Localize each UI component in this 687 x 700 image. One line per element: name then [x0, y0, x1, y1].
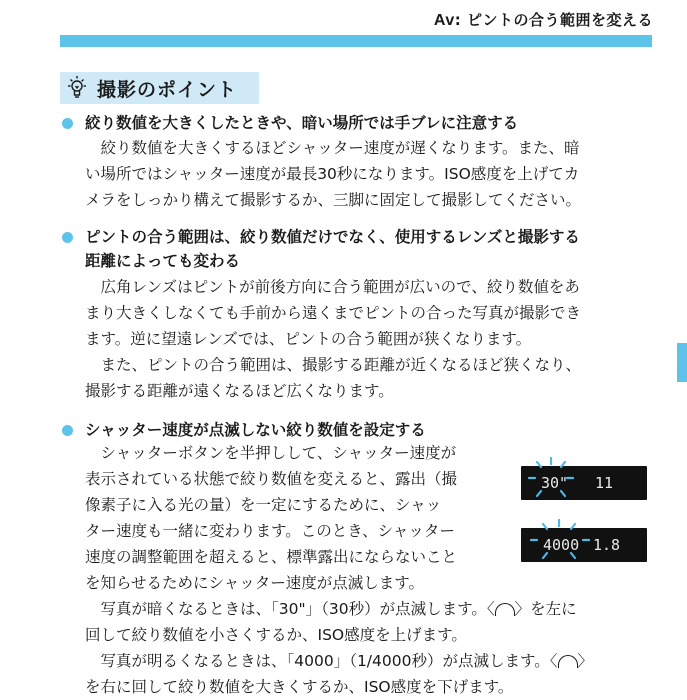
- page-header: [434, 9, 653, 30]
- text-line: 広角レンズはピントが前後方向に合う範囲が広いので、絞り数値をあ: [85, 278, 580, 296]
- text-line: 速度の調整範囲を超えると、標準露出にならないこと: [85, 548, 458, 566]
- section-title-box: [60, 72, 259, 104]
- section-title: 撮影のポイント: [97, 78, 238, 101]
- point-1-heading: 絞り数値を大きくしたときや、暗い場所では手ブレに注意する: [85, 114, 519, 132]
- bullet-3: [62, 425, 73, 436]
- text-line: 絞り数値を大きくするほどシャッター速度が遅くなります。また、暗: [85, 139, 580, 157]
- main-dial-icon: [558, 655, 578, 668]
- header-title: : ピントの合う範囲を変える: [454, 11, 653, 29]
- mode-label: Av: [433, 12, 455, 29]
- text-line: 写真が明るくなるときは、「4000」（1/4000秒）が点滅します。〈 〉: [85, 652, 594, 670]
- point-2-heading: [85, 225, 580, 273]
- lcd-shutter: 30": [541, 474, 569, 492]
- text-line: 回して絞り数値を小さくするか、ISO感度を上げます。: [85, 626, 467, 644]
- chapter-tab: [677, 343, 687, 382]
- text-line: また、ピントの合う範囲は、撮影する距離が近くなるほど狭くなり、: [85, 356, 582, 374]
- text-line: メラをしっかり構えて撮影するか、三脚に固定して撮影してください。: [85, 191, 582, 209]
- lcd-aperture: 1.8: [593, 536, 621, 554]
- text-line: シャッターボタンを半押しして、シャッター速度が: [85, 444, 457, 462]
- bullet-2: [62, 232, 73, 243]
- heading-line: ピントの合う範囲は、絞り数値だけでなく、使用するレンズと撮影する: [85, 228, 580, 246]
- text-line: 写真が暗くなるときは、「30"」（30秒）が点滅します。〈 〉を左に: [85, 600, 577, 618]
- text-line: い場所ではシャッター速度が最長30秒になります。ISO感度を上げてカ: [85, 165, 580, 183]
- point-3-body-narrow: [85, 440, 457, 596]
- main-dial-icon: [495, 603, 515, 616]
- text-line: 撮影する距離が遠くなるほど広くなります。: [85, 382, 394, 400]
- lightbulb-icon: [63, 74, 91, 102]
- header-bar: [60, 35, 652, 47]
- text-line: まり大きくしなくても手前から遠くまでピントの合った写真が撮影でき: [85, 304, 582, 322]
- lcd-aperture: 11: [595, 474, 614, 492]
- lcd-shutter: 4000: [543, 536, 580, 554]
- point-2-body: [85, 274, 581, 404]
- text-line: を右に回して絞り数値を大きくするか、ISO感度を下げます。: [85, 678, 514, 696]
- point-1-body: [85, 135, 581, 213]
- text-line: を知らせるためにシャッター速度が点滅します。: [85, 574, 424, 592]
- point-3-body: [85, 596, 593, 700]
- text-line: 像素子に入る光の量）を一定にするために、シャッ: [85, 496, 442, 514]
- text-line: 表示されている状態で絞り数値を変えると、露出（撮: [85, 470, 458, 488]
- point-3-heading: シャッター速度が点滅しない絞り数値を設定する: [85, 421, 426, 439]
- bullet-1: [62, 118, 73, 129]
- text-line: ます。逆に望遠レンズでは、ピントの合う範囲が狭くなります。: [85, 330, 532, 348]
- lcd-display-4000: [521, 528, 647, 562]
- text-line: ター速度も一緒に変わります。このとき、シャッター: [85, 522, 455, 540]
- lcd-display-30s: [521, 466, 647, 500]
- heading-line: 距離によっても変わる: [85, 252, 241, 270]
